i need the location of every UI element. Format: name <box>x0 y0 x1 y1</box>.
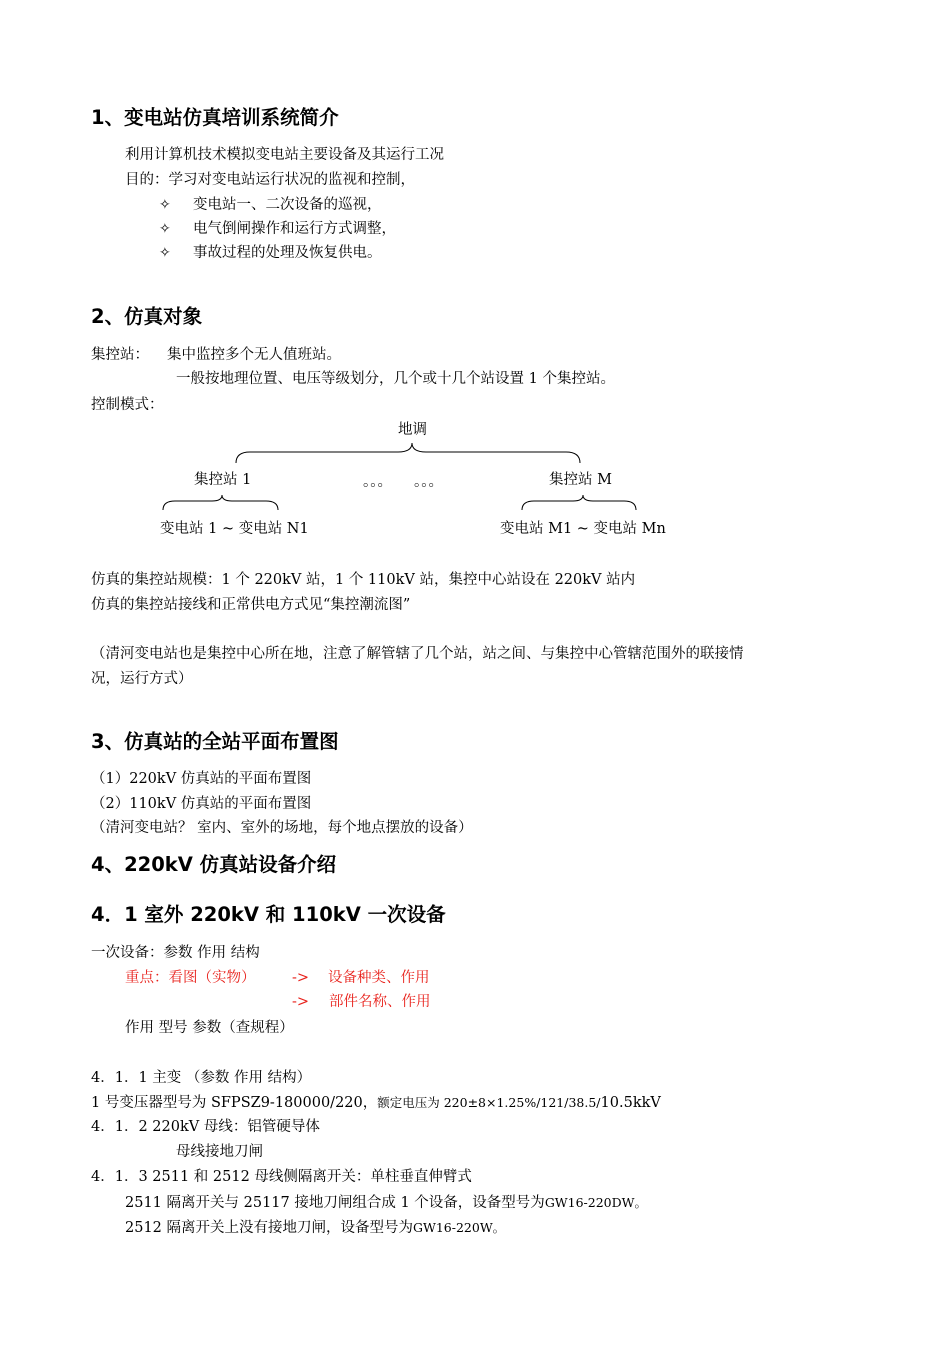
p411-text <box>91 1093 661 1113</box>
s41-key-2: 部件名称、作用 <box>329 994 431 1010</box>
p413-line-a <box>125 1193 647 1213</box>
s3-item-3: （清河变电站？ 室内、室外的场地，每个地点摆放的设备） <box>91 820 473 836</box>
s1-bullet-1: 变电站一、二次设备的巡视， <box>193 197 382 213</box>
arrow-icon: -> <box>292 970 310 986</box>
s2-scale: 仿真的集控站规模：1 个 220kV 站，1 个 110kV 站，集控中心站设在 220kV 站内 <box>91 572 636 588</box>
s41-key-1: 设备种类、作用 <box>328 970 430 986</box>
section-1-heading: 1、变电站仿真培训系统简介 <box>91 106 339 129</box>
s3-item-1: （1）220kV 仿真站的平面布置图 <box>91 771 312 787</box>
section-4-heading: 4、220kV 仿真站设备介绍 <box>91 853 337 876</box>
s2-note-2: 况，运行方式） <box>91 671 193 687</box>
diagram-top-label: 地调 <box>398 422 427 438</box>
p411-heading: 4．1．1 主变 （参数 作用 结构） <box>91 1070 312 1086</box>
p413-b-text: 2512 隔离开关上没有接地刀闸，设备型号为 <box>125 1220 414 1236</box>
p413-a-text: 2511 隔离开关与 25117 接地刀闸组合成 1 个设备，设备型号为 <box>125 1195 545 1211</box>
s2-wiring: 仿真的集控站接线和正常供电方式见“集控潮流图” <box>91 597 411 613</box>
jk-text-2: 一般按地理位置、电压等级划分，几个或十几个站设置 1 个集控站。 <box>176 371 615 387</box>
diagram-dots-1: 。。。 <box>363 474 392 490</box>
arrow-icon: -> <box>292 994 310 1010</box>
s1-line-1: 利用计算机技术模拟变电站主要设备及其运行工况 <box>125 147 444 163</box>
diagram-left-mid: 集控站 1 <box>194 472 252 488</box>
diamond-bullet-icon: ✧ <box>159 221 171 237</box>
section-3-heading: 3、仿真站的全站平面布置图 <box>91 730 339 753</box>
p411-text-c: 10.5kkV <box>600 1095 661 1111</box>
s1-bullet-2: 电气倒闸操作和运行方式调整， <box>193 221 396 237</box>
mode-label: 控制模式： <box>91 397 164 413</box>
diagram-right-mid: 集控站 M <box>549 472 612 488</box>
s41-line-3: 作用 型号 参数（查规程） <box>125 1020 294 1036</box>
s2-note-1: （清河变电站也是集控中心所在地，注意了解管辖了几个站，站之间、与集控中心管辖范围外的联接情 <box>91 646 744 662</box>
section-4-1-heading: 4．1 室外 220kV 和 110kV 一次设备 <box>91 903 446 926</box>
diagram-dots-2: 。。。 <box>414 474 443 490</box>
diagram-right-bottom: 变电站 M1 ~ 变电站 Mn <box>500 521 666 537</box>
s1-bullet-3: 事故过程的处理及恢复供电。 <box>193 245 382 261</box>
p413-a-model: GW16-220DW。 <box>544 1195 648 1210</box>
p412-sub: 母线接地刀闸 <box>176 1144 263 1160</box>
s3-item-2: （2）110kV 仿真站的平面布置图 <box>91 796 312 812</box>
jk-label: 集控站： <box>91 347 149 363</box>
p413-line-b <box>125 1218 505 1238</box>
diamond-bullet-icon: ✧ <box>159 245 171 261</box>
p413-b-model: GW16-220W。 <box>413 1220 506 1235</box>
diamond-bullet-icon: ✧ <box>159 197 171 213</box>
p413-heading: 4．1．3 2511 和 2512 母线侧隔离开关：单柱垂直伸臂式 <box>91 1169 472 1185</box>
p411-text-a: 1 号变压器型号为 SFPSZ9-180000/220， <box>91 1095 378 1111</box>
section-2-heading: 2、仿真对象 <box>91 305 203 328</box>
p412-heading: 4．1．2 220kV 母线：铝管硬导体 <box>91 1119 320 1135</box>
jk-text: 集中监控多个无人值班站。 <box>167 347 341 363</box>
p411-text-b: 额定电压为 220±8×1.25%/121/38.5/ <box>377 1095 601 1110</box>
s1-line-2: 目的：学习对变电站运行状况的监视和控制， <box>125 172 415 188</box>
s41-line-1: 一次设备：参数 作用 结构 <box>91 945 260 961</box>
diagram-left-bottom: 变电站 1 ~ 变电站 N1 <box>160 521 309 537</box>
s41-key-label: 重点：看图（实物） <box>125 970 256 986</box>
